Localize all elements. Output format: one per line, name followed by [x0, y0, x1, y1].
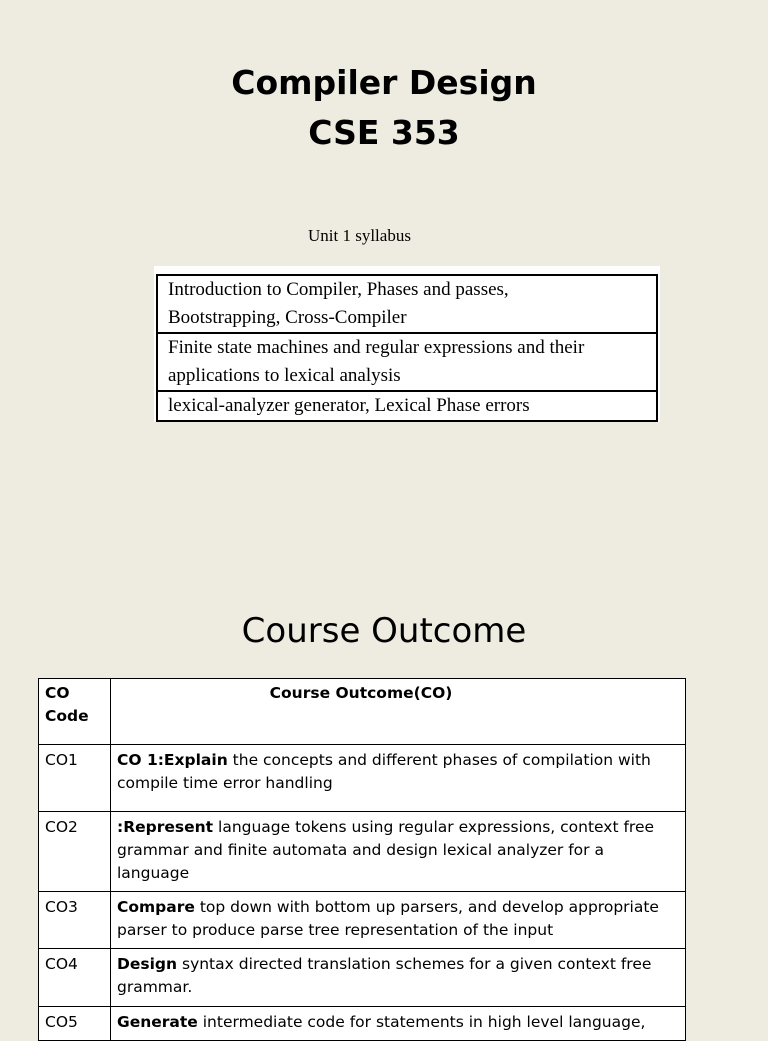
- co-action-verb: CO 1:Explain: [117, 751, 228, 769]
- co-action-verb: Design: [117, 955, 178, 973]
- co-code-header-line-2: Code: [45, 707, 89, 725]
- table-header-row: [39, 679, 686, 745]
- table-row: [39, 745, 686, 812]
- syllabus-line: Finite state machines and regular expressions and their: [168, 337, 585, 358]
- syllabus-row: [157, 391, 657, 421]
- co-action-verb: :Represent: [117, 818, 214, 836]
- course-outcome-column-header: Course Outcome(CO): [111, 679, 686, 745]
- table-row: [39, 892, 686, 949]
- syllabus-row: [157, 333, 657, 391]
- co-description-cell: [111, 745, 686, 812]
- co-code-column-header: [39, 679, 111, 745]
- syllabus-cell: [157, 275, 657, 333]
- co-code-cell: CO3: [39, 892, 111, 949]
- co-description-text: top down with bottom up parsers, and develop appropriate parser to produce parse tree representation of the input: [117, 898, 659, 939]
- course-outcome-heading: Course Outcome: [241, 611, 527, 651]
- co-code-header-line-1: CO: [45, 684, 70, 702]
- co-description-text: the concepts and different phases of compilation with compile time error handling: [117, 751, 651, 792]
- syllabus-line: applications to lexical analysis: [168, 365, 401, 386]
- co-code-cell: CO4: [39, 949, 111, 1007]
- co-description-text: intermediate code for statements in high level language,: [197, 1013, 646, 1031]
- co-description-text: syntax directed translation schemes for a given context free grammar.: [117, 955, 652, 996]
- table-row: [39, 949, 686, 1007]
- table-row: [39, 812, 686, 892]
- co-description-cell: [111, 812, 686, 892]
- co-code-cell: CO2: [39, 812, 111, 892]
- slide-title-line-1: Compiler Design: [231, 63, 537, 102]
- co-description-cell: [111, 892, 686, 949]
- syllabus-line: lexical-analyzer generator, Lexical Phase errors: [168, 395, 530, 416]
- co-description-cell: [111, 949, 686, 1007]
- co-action-verb: Generate: [117, 1013, 198, 1031]
- syllabus-cell: [157, 391, 657, 421]
- syllabus-caption: Unit 1 syllabus: [308, 226, 411, 245]
- co-code-cell: CO5: [39, 1007, 111, 1041]
- course-outcome-table: [38, 678, 686, 1041]
- syllabus-table: [156, 274, 658, 422]
- syllabus-line: Introduction to Compiler, Phases and passes,: [168, 279, 509, 300]
- syllabus-row: [157, 275, 657, 333]
- syllabus-cell: [157, 333, 657, 391]
- syllabus-line: Bootstrapping, Cross-Compiler: [168, 307, 407, 328]
- syllabus-box: [154, 266, 660, 422]
- co-description-text: language tokens using regular expressions, context free grammar and finite automata and design lexical analyzer for a language: [117, 818, 655, 882]
- co-action-verb: Compare: [117, 898, 195, 916]
- slide-title-line-2: CSE 353: [308, 113, 460, 152]
- co-code-cell: CO1: [39, 745, 111, 812]
